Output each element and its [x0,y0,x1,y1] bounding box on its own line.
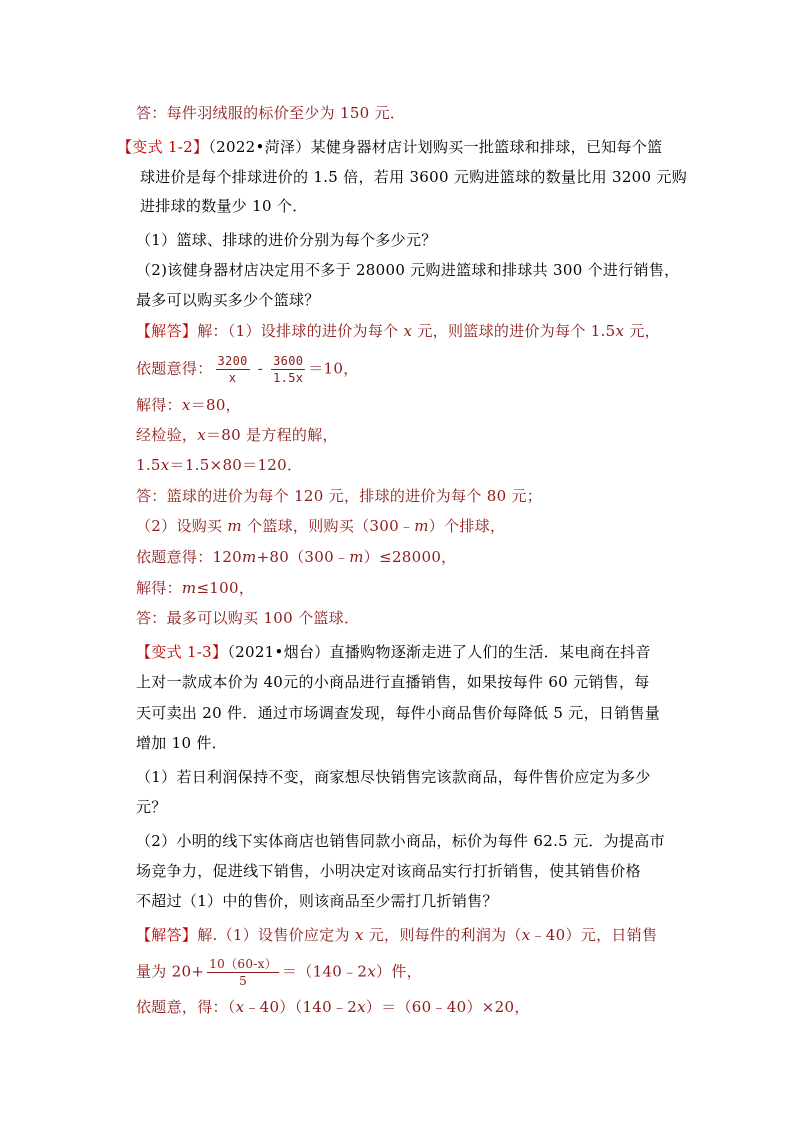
solution-text: ＝80， [190,396,241,414]
question-2-cont: 场竞争力，促进线下销售，小明决定对该商品实行打折销售，使其销售价格 [136,862,641,880]
fraction-3600-1-5x [271,353,305,386]
equation-line [136,956,422,989]
variant-tag: 【变式 1-2】 [117,138,209,156]
var-m: m [349,548,364,566]
question-1: （1）若日利润保持不变，商家想尽快销售完该款商品，每件售价应定为多少 [136,768,651,786]
var-m: m [414,517,429,535]
fraction-denominator: 5 [239,974,248,988]
var-x: x [354,926,364,944]
var-x: x [403,322,413,340]
var-x: x [521,926,531,944]
variant-tag: 【变式 1-3】 [136,643,228,661]
solution-text: ）＝（60﹣40）×20， [365,998,530,1016]
fraction-numerator: 3200 [217,354,248,368]
problem-text-line: 上对一款成本价为 40元的小商品进行直播销售，如果按每件 60 元销售，每 [136,673,650,691]
problem-text: （2022•菏泽）某健身器材店计划购买一批篮球和排球，已知每个篮 [208,138,663,156]
solution-line [136,547,456,567]
solution-text: 依题意得： [136,359,213,378]
problem-text-line: 球进价是每个排球进价的 1.5 倍，若用 3600 元购进篮球的数量比用 3200 元购 [140,168,688,186]
answer-tag: 【解答】 [136,926,198,944]
var-x: x [160,456,170,474]
question-1-cont: 元？ [136,798,167,816]
solution-line [136,516,505,536]
problem-text-line: 天可卖出 20 件．通过市场调查发现，每件小商品售价每降低 5 元，日销售量 [136,704,661,722]
problem-heading-1-2 [117,137,662,157]
solution-text: 依题意，得：（ [136,998,236,1016]
equation-line [136,997,530,1017]
solution-text: 经检验， [136,426,198,444]
question-2: （2）小明的线下实体商店也销售同款小商品，标价为每件 62.5 元．为提高市 [136,832,665,850]
fraction-denominator: x [228,371,237,385]
question-1: （1）篮球、排球的进价分别为每个多少元？ [136,231,437,249]
solution-text: ＝1.5×80＝120． [169,456,303,474]
var-m: m [227,517,242,535]
solution-text: ）件， [376,962,422,981]
solution-text: 依题意得：120 [136,548,243,566]
solution-text: 个篮球，则购买（300﹣ [241,517,415,535]
solution-text: （2）设购买 [136,517,228,535]
var-x: x [615,322,625,340]
solution-text: 解.（1）设售价应定为 [197,926,355,944]
problem-text-line: 进排球的数量少 10 个． [140,197,308,215]
solution-text: +80（300﹣ [256,548,350,566]
answer-line: 答：每件羽绒服的标价至少为 150 元． [136,104,406,122]
var-x: x [367,962,377,981]
solution-text: ≤100， [196,579,255,597]
question-2-cont: 不超过（1）中的售价，则该商品至少需打几折销售？ [136,892,498,910]
equation-line [136,353,359,386]
solution-line [136,455,302,475]
problem-heading-1-3 [136,642,651,662]
answer-tag: 【解答】 [136,322,198,340]
solution-text: 解得： [136,396,182,414]
solution-text: 元，则每件的利润为（ [363,926,522,944]
var-m: m [181,579,197,597]
problem-text-line: 增加 10 件． [136,734,228,752]
var-x: x [235,998,245,1016]
fraction-numerator: 10（60-x） [209,957,277,971]
solution-text: 1.5 [136,456,161,474]
solution-text: 解得： [136,579,182,597]
question-2-cont: 最多可以购买多少个篮球？ [136,291,320,309]
solution-text: 量为 20+ [136,962,205,981]
solution-start [136,321,660,341]
var-m: m [242,548,257,566]
solution-text: ＝10， [308,359,359,378]
fraction-3200-x [216,353,250,386]
solution-start [136,925,657,945]
solution-text: ﹣40）（140﹣2 [244,998,358,1016]
fraction-numerator: 3600 [273,354,304,368]
solution-text: ＝（140﹣2 [282,962,368,981]
solution-line [136,578,254,598]
minus-sign: - [252,359,269,378]
answer-line: 答：最多可以购买 100 个篮球． [136,609,360,627]
solution-text: ）个排球， [428,517,506,535]
solution-text: ）≤28000， [363,548,457,566]
var-x: x [197,426,206,444]
fraction-denominator: 1.5x [273,371,304,385]
answer-line: 答：篮球的进价为每个 120 元，排球的进价为每个 80 元； [136,487,543,505]
solution-text: 元， [624,322,660,340]
var-x: x [357,998,366,1016]
solution-text: ﹣40）元，日销售 [530,926,658,944]
solution-line [136,425,338,445]
solution-text: 元，则篮球的进价为每个 1.5 [412,322,616,340]
var-x: x [181,396,191,414]
fraction-10-60-x-over-5 [207,956,279,989]
problem-text: （2021•烟台）直播购物逐渐走进了人们的生活．某电商在抖音 [227,643,651,661]
solution-text: ＝80 是方程的解， [205,426,338,444]
solution-text: 解：（1）设排球的进价为每个 [197,322,404,340]
question-2: （2)该健身器材店决定用不多于 28000 元购进篮球和排球共 300 个进行销售， [136,261,680,279]
solution-line [136,395,241,415]
